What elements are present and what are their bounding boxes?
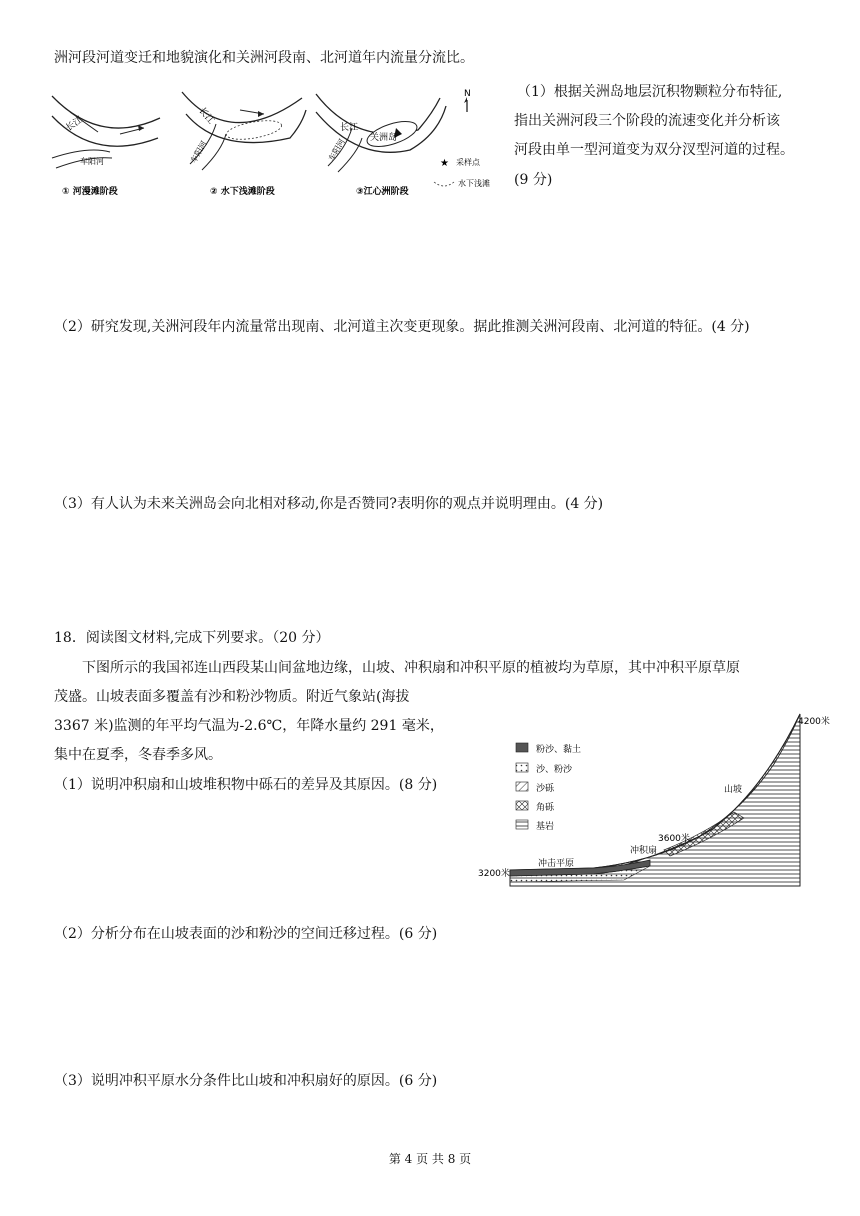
q18-p2: （2）分析分布在山坡表面的沙和粉沙的空间迁移过程。(6 分) [54,926,438,942]
river-label-1: 长江 [64,115,85,134]
trib-label-1: 车阳河 [80,157,104,166]
legend-bedrock-swatch [516,820,528,829]
intro-text: 洲河段河道变迁和地貌演化和关洲河段南、北河道年内流量分流比。 [54,50,474,66]
q17-p1-line3: 河段由单一型河道变为双分汊型河道的过程。 [514,142,794,158]
river-evolution-figure [40,84,510,204]
cross-section-figure [474,708,830,894]
elev-base-label: 3200米 [478,869,510,879]
stage1-panel [52,96,160,197]
island-label: 关洲岛 [370,133,398,143]
river-label-3: 长江 [340,123,359,133]
legend-gravel-swatch [516,782,528,791]
plain-label: 冲击平原 [538,859,575,869]
page-footer: 第 4 页 共 8 页 [388,1152,472,1166]
legend-sand-silt-swatch [516,763,528,772]
river-label-2: 长江 [196,105,216,127]
stage1-caption: ① 河漫滩阶段 [62,187,118,197]
elev-top-label: 4200米 [798,717,830,727]
legend-breccia: 角砾 [536,803,555,813]
elev-mid-label: 3600米 [658,834,690,844]
legend-breccia-swatch [516,801,528,810]
legend-bedrock: 基岩 [536,822,555,832]
star-icon: ★ [440,158,449,169]
legend-sand-silt: 沙、粉沙 [536,765,573,775]
q18-material-line1: 下图所示的我国祁连山西段某山间盆地边缘，山坡、冲积扇和冲积平原的植被均为草原，其中冲积平原草原 [82,660,740,676]
legend-gravel: 沙砾 [536,784,555,794]
stage2-panel [182,92,306,197]
section-legend [516,743,581,832]
q17-p1-line2: 指出关洲河段三个阶段的流速变化并分析该 [514,113,780,129]
legend-silt-clay: 粉沙、黏土 [536,745,582,755]
legend-silt-clay-swatch [516,743,528,752]
trib-label-2: 车阳河 [188,139,209,165]
stage2-caption: ② 水下浅滩阶段 [210,187,275,197]
q17-p1-line4: (9 分) [514,172,553,188]
q18-material-line3: 3367 米)监测的年平均气温为-2.6℃，年降水量约 291 毫米， [54,718,444,734]
shoal-legend-icon [434,182,454,186]
q18-p3: （3）说明冲积平原水分条件比山坡和冲积扇好的原因。(6 分) [54,1073,438,1089]
q17-p3: （3）有人认为未来关洲岛会向北相对移动,你是否赞同?表明你的观点并说明理由。(4 分) [54,496,604,512]
q18-header: 18．阅读图文材料,完成下列要求。（20 分） [54,630,330,646]
map-legend [434,89,490,188]
trib-label-3: 车阳河 [326,137,347,163]
legend-sample: 采样点 [456,158,480,167]
q18-material-line2: 茂盛。山坡表面多覆盖有沙和粉沙物质。附近气象站(海拔 [54,689,410,705]
q18-material-line4: 集中在夏季，冬春季多风。 [54,747,222,763]
fan-label: 冲积扇 [630,846,658,856]
legend-shoal: 水下浅滩 [458,179,490,188]
stage3-caption: ③江心洲阶段 [356,187,409,197]
slope-label: 山坡 [724,785,743,795]
q17-p2: （2）研究发现,关洲河段年内流量常出现南、北河道主次变更现象。据此推测关洲河段南、北河道的特征。(4 分) [54,319,750,335]
north-label: N [464,89,471,99]
q17-p1-line1: （1）根据关洲岛地层沉积物颗粒分布特征, [517,84,783,100]
q18-p1: （1）说明冲积扇和山坡堆积物中砾石的差异及其原因。(8 分) [54,777,438,793]
stage3-panel [316,94,446,197]
